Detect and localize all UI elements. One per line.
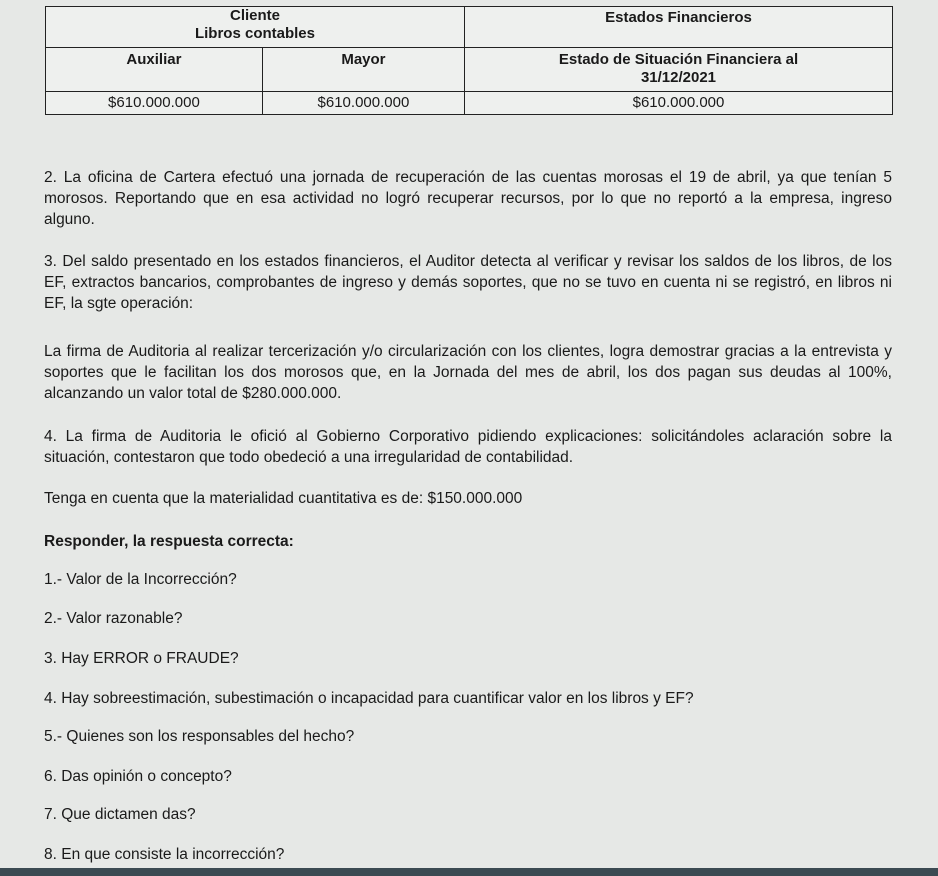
estados-financieros-header: Estados Financieros <box>464 7 892 48</box>
question-2: 2.- Valor razonable? <box>44 610 183 627</box>
paragraph-2: 2. La oficina de Cartera efectuó una jornada de recuperación de las cuentas morosas el 19 de abril, ya que tenían 5 morosos. Reportando que en esa actividad no logró recuperar recursos, por lo que no reportó a la empresa, ingreso alguno. <box>44 169 892 228</box>
table-subheader-row <box>46 48 893 92</box>
valor-auxiliar: $610.000.000 <box>46 92 263 115</box>
responder-heading: Responder, la respuesta correcta: <box>44 533 294 550</box>
paragraph-3b: La firma de Auditoria al realizar tercerización y/o circularización con los clientes, logra demostrar gracias a la entrevista y soportes que le facilitan los dos morosos que, en la Jornada del mes de abril, los dos pagan sus deudas al 100%, alcanzando un valor total de $280.000.000. <box>44 343 892 402</box>
paragraph-4: 4. La firma de Auditoria le ofició al Gobierno Corporativo pidiendo explicaciones: solicitándoles aclaración sobre la situación, contestaron que todo obedeció a una irregularidad de contabilidad. <box>44 428 892 466</box>
cliente-label: Cliente <box>229 7 280 24</box>
fecha-label: 31/12/2021 <box>640 69 717 86</box>
mayor-header: Mayor <box>262 48 464 92</box>
materialidad-note: Tenga en cuenta que la materialidad cuantitativa es de: $150.000.000 <box>44 490 523 507</box>
auxiliar-header: Auxiliar <box>46 48 263 92</box>
estado-situacion-header <box>464 48 892 92</box>
estado-situacion-label: Estado de Situación Financiera al <box>558 51 799 68</box>
accounting-table <box>45 6 893 115</box>
question-6: 6. Das opinión o concepto? <box>44 768 232 785</box>
question-4: 4. Hay sobreestimación, subestimación o incapacidad para cuantificar valor en los libros y EF? <box>44 690 694 707</box>
question-8: 8. En que consiste la incorrección? <box>44 846 285 863</box>
question-1: 1.- Valor de la Incorrección? <box>44 571 237 588</box>
valor-estado: $610.000.000 <box>464 92 892 115</box>
bottom-edge-strip <box>0 868 938 876</box>
libros-contables-label: Libros contables <box>194 25 315 42</box>
clients-books-header <box>46 7 465 48</box>
valor-mayor: $610.000.000 <box>262 92 464 115</box>
table-header-row <box>46 7 893 48</box>
question-3: 3. Hay ERROR o FRAUDE? <box>44 650 239 667</box>
question-5: 5.- Quienes son los responsables del hecho? <box>44 728 355 745</box>
table-values-row <box>46 92 893 115</box>
paragraph-3: 3. Del saldo presentado en los estados financieros, el Auditor detecta al verificar y revisar los saldos de los libros, de los EF, extractos bancarios, comprobantes de ingreso y demás soportes, que no se tuvo en cuenta ni se registró, en libros ni EF, la sgte operación: <box>44 253 892 312</box>
question-7: 7. Que dictamen das? <box>44 806 196 823</box>
